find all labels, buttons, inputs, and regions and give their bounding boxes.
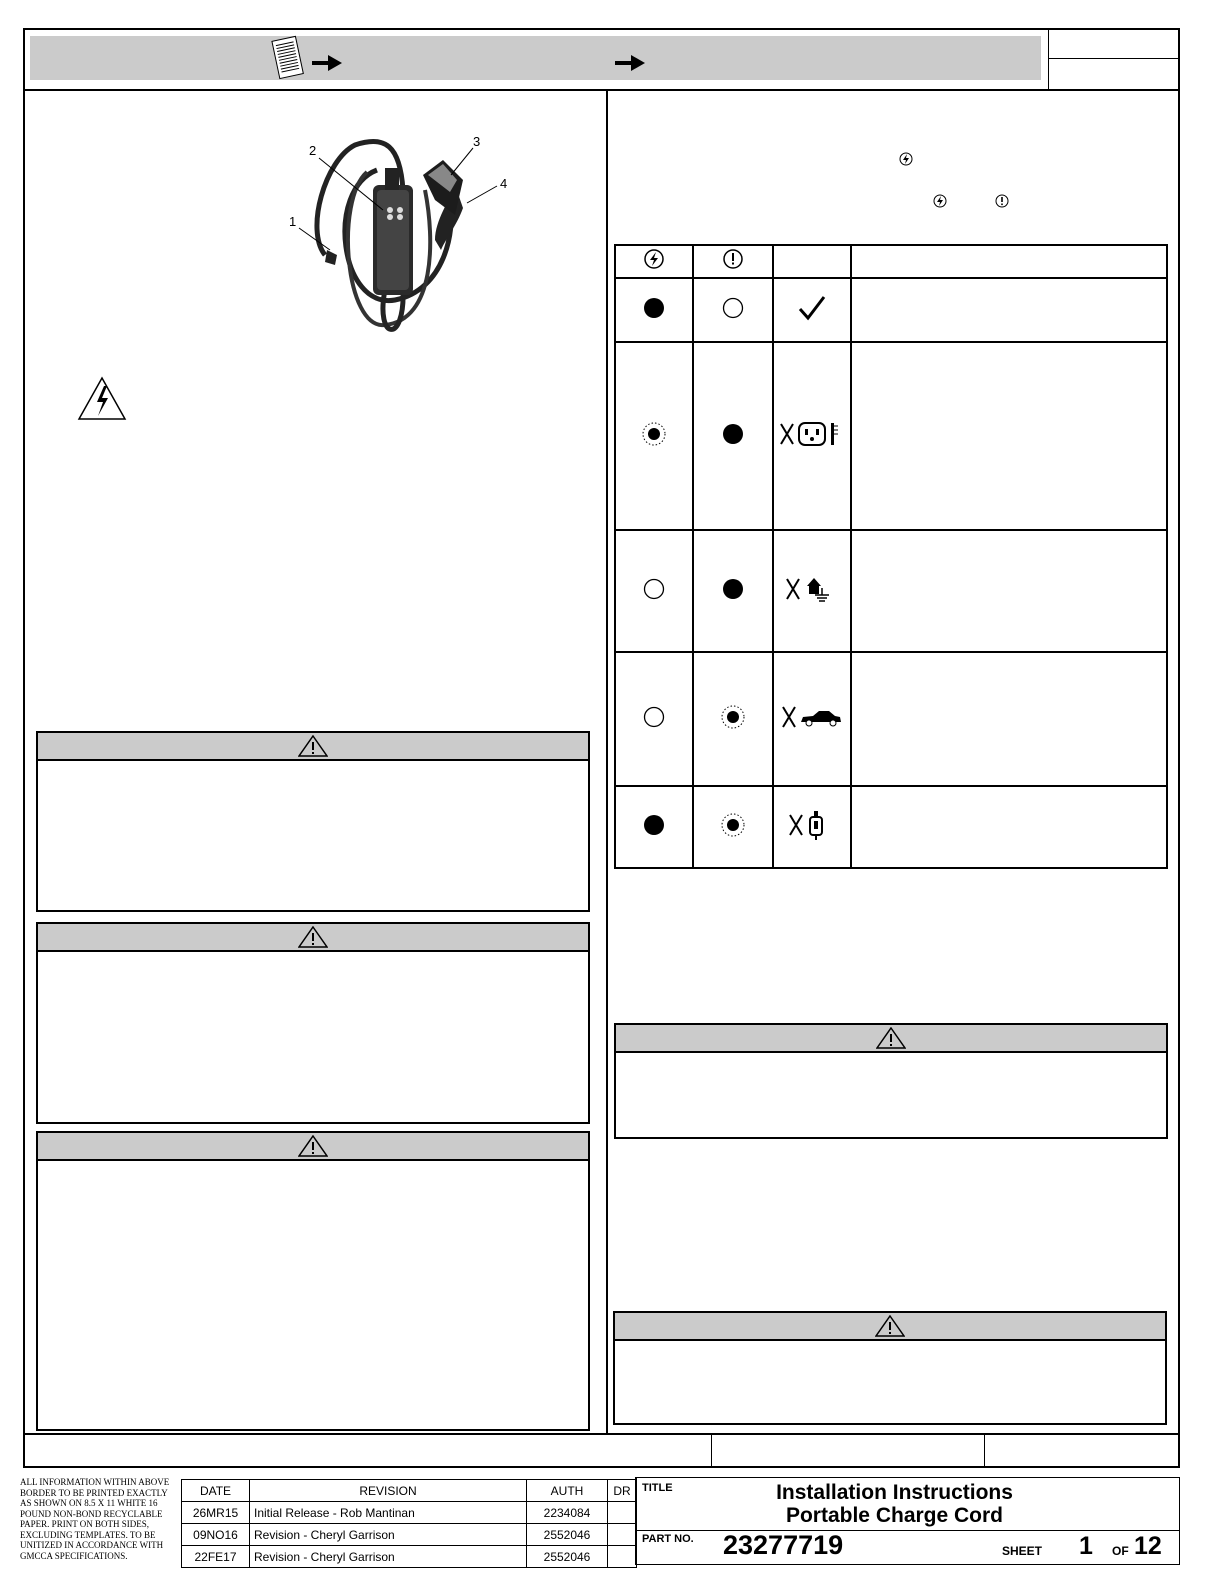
- warning-box: [36, 922, 590, 1124]
- revision-auth: 2552046: [527, 1524, 608, 1546]
- warning-triangle-icon: [876, 1027, 906, 1049]
- title-line-2: Portable Charge Cord: [785, 1504, 1004, 1527]
- led-off-icon: [722, 297, 744, 319]
- print-note-text: ALL INFORMATION WITHIN ABOVE BORDER TO BE PRINTED EXACTLY AS SHOWN ON 8.5 X 11 WHITE 16 POUND NON-BOND RECYCLABLE PAPER. PRINT ON BOTH SIDES, EXCLUDING TEMPLATES. TO BE UNITIZED IN ACCORDANCE WITH GMCCA SPECIFICATIONS.: [20, 1477, 170, 1561]
- table-row: [615, 278, 1167, 342]
- print-note: [20, 1477, 181, 1565]
- column-divider: [606, 90, 608, 1433]
- part-number: 23277719: [723, 1530, 844, 1560]
- header-band: [30, 36, 1041, 80]
- revision-dr: [608, 1502, 637, 1524]
- led-off-icon: [643, 706, 665, 728]
- revision-dr: [608, 1546, 637, 1568]
- led-on-icon: [643, 297, 665, 319]
- revision-date: 22FE17: [182, 1546, 250, 1568]
- led-flashing-icon: [640, 420, 668, 448]
- title-block: [635, 1477, 1180, 1565]
- charge-cord-illustration: [285, 130, 515, 345]
- table-row: [182, 1502, 637, 1524]
- led-on-icon: [722, 423, 744, 445]
- table-row: [615, 786, 1167, 868]
- of-label: OF: [1112, 1544, 1129, 1558]
- document-title: [687, 1481, 1102, 1527]
- status-table: [614, 244, 1168, 869]
- cord-fault-icon: [788, 809, 836, 841]
- revision-dr: [608, 1524, 637, 1546]
- callout-2: 2: [309, 143, 317, 158]
- date-header: DATE: [182, 1480, 250, 1502]
- dr-header: DR: [608, 1480, 637, 1502]
- warning-triangle-icon: [298, 735, 328, 757]
- sheet-label: SHEET: [1002, 1544, 1043, 1558]
- warning-triangle-icon: [298, 926, 328, 948]
- table-row: [182, 1524, 637, 1546]
- led-off-icon: [643, 578, 665, 600]
- table-row: [182, 1546, 637, 1568]
- part-no-label: PART NO.: [642, 1533, 694, 1545]
- revision-desc: Revision - Cheryl Garrison: [250, 1546, 527, 1568]
- revision-date: 09NO16: [182, 1524, 250, 1546]
- instruction-sheet-icon: [270, 34, 310, 84]
- ground-fault-icon: [785, 574, 839, 604]
- warning-triangle-icon: [298, 1135, 328, 1157]
- fault-indicator-icon: [995, 194, 1009, 208]
- led-flashing-icon: [719, 811, 747, 839]
- footer-divider: [711, 1433, 712, 1468]
- header-divider: [1048, 28, 1049, 90]
- title-label: TITLE: [642, 1482, 673, 1494]
- arrow-right-icon: [615, 55, 645, 71]
- revision-auth: 2234084: [527, 1502, 608, 1524]
- electrical-hazard-icon: [77, 376, 127, 421]
- charge-indicator-icon: [643, 248, 665, 270]
- revision-header-row: [182, 1480, 637, 1502]
- revision-desc: Initial Release - Rob Mantinan: [250, 1502, 527, 1524]
- fault-indicator-icon: [722, 248, 744, 270]
- footer-rule: [23, 1433, 1180, 1435]
- status-table-header: [615, 245, 1167, 278]
- callout-1: 1: [289, 214, 297, 229]
- callout-3: 3: [473, 134, 481, 149]
- led-flashing-icon: [719, 703, 747, 731]
- arrow-right-icon: [312, 55, 342, 71]
- charge-indicator-icon: [899, 152, 913, 166]
- sheet-total: 12: [1134, 1532, 1162, 1560]
- revision-date: 26MR15: [182, 1502, 250, 1524]
- warning-triangle-icon: [875, 1315, 905, 1337]
- revision-desc: Revision - Cheryl Garrison: [250, 1524, 527, 1546]
- sheet-number: 1: [1079, 1532, 1093, 1560]
- warning-box: [614, 1023, 1168, 1139]
- header-divider: [1048, 58, 1180, 59]
- title-line-1: Installation Instructions: [776, 1481, 1013, 1504]
- revision-auth: 2552046: [527, 1546, 608, 1568]
- header-rule: [23, 89, 1180, 91]
- table-row: [615, 530, 1167, 652]
- warning-box: [613, 1311, 1167, 1425]
- callout-4: 4: [500, 176, 508, 191]
- warning-box: [36, 731, 590, 912]
- led-on-icon: [722, 578, 744, 600]
- revision-table: [181, 1479, 637, 1568]
- auth-header: AUTH: [527, 1480, 608, 1502]
- table-row: [615, 342, 1167, 530]
- revision-header: REVISION: [250, 1480, 527, 1502]
- charge-indicator-icon: [933, 194, 947, 208]
- footer-divider: [984, 1433, 985, 1468]
- vehicle-fault-icon: [781, 702, 843, 732]
- title-block-divider: [637, 1530, 1180, 1531]
- led-on-icon: [643, 814, 665, 836]
- warning-box: [36, 1131, 590, 1431]
- outlet-temperature-fault-icon: [779, 419, 845, 449]
- check-icon: [797, 293, 827, 323]
- table-row: [615, 652, 1167, 786]
